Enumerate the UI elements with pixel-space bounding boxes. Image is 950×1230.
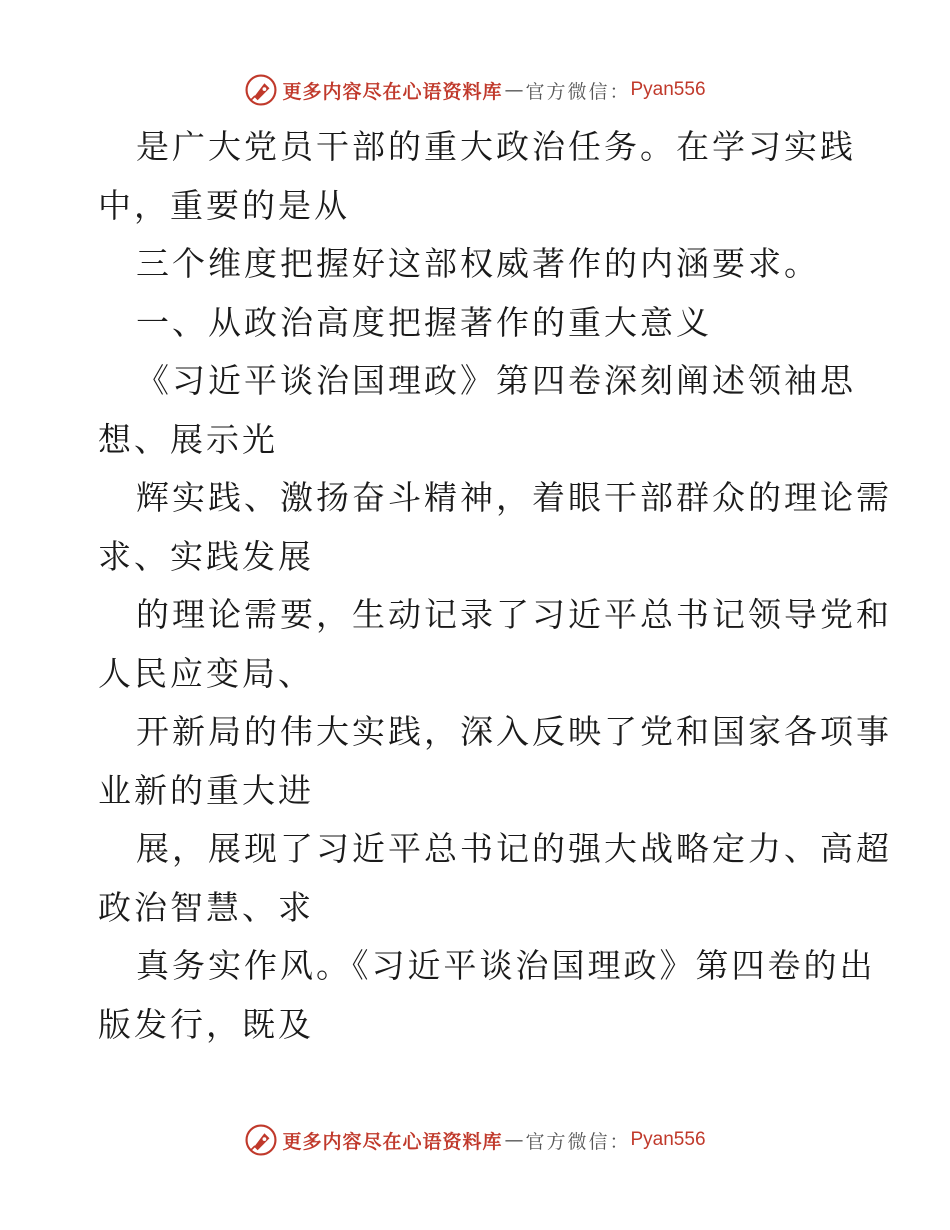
watermark-wechat-label: 官方微信： [525, 1130, 631, 1153]
watermark-wechat-label: 官方微信： [525, 80, 631, 103]
text-line: 版发行，既及 [98, 1004, 314, 1044]
text-line: 中，重要的是从 [98, 185, 350, 225]
text-line: 求、实践发展 [98, 536, 314, 576]
text-line: 辉实践、激扬奋斗精神，着眼干部群众的理论需 [136, 478, 892, 517]
section-heading: 一、从政治高度把握著作的重大意义 [136, 302, 712, 342]
watermark-separator: — [504, 1129, 524, 1151]
watermark-separator: — [504, 79, 524, 101]
text-line: 真务实作风。《习近平谈治国理政》第四卷的出 [136, 946, 876, 985]
text-line: 业新的重大进 [98, 770, 314, 810]
text-line: 开新局的伟大实践，深入反映了党和国家各项事 [136, 712, 892, 751]
text-line: 《习近平谈治国理政》第四卷深刻阐述领袖思 [136, 361, 856, 400]
document-body [98, 118, 892, 1054]
text-line: 人民应变局、 [98, 653, 314, 693]
text-line: 想、展示光 [98, 419, 278, 459]
pen-nib-logo-icon [244, 1123, 278, 1157]
watermark-wechat-id: Pyan556 [630, 1129, 706, 1150]
header-watermark [0, 72, 950, 108]
watermark-wechat-id: Pyan556 [630, 79, 706, 100]
text-line: 政治智慧、求 [98, 887, 314, 927]
text-line: 展，展现了习近平总书记的强大战略定力、高超 [136, 829, 892, 868]
text-line: 是广大党员干部的重大政治任务。在学习实践 [136, 127, 856, 166]
watermark-site-name: 更多内容尽在心语资料库 [282, 1130, 503, 1153]
text-line: 三个维度把握好这部权威著作的内涵要求。 [136, 244, 820, 283]
text-line: 的理论需要，生动记录了习近平总书记领导党和 [136, 595, 892, 634]
watermark-site-name: 更多内容尽在心语资料库 [282, 80, 503, 103]
pen-nib-logo-icon [244, 73, 278, 107]
footer-watermark [0, 1122, 950, 1158]
